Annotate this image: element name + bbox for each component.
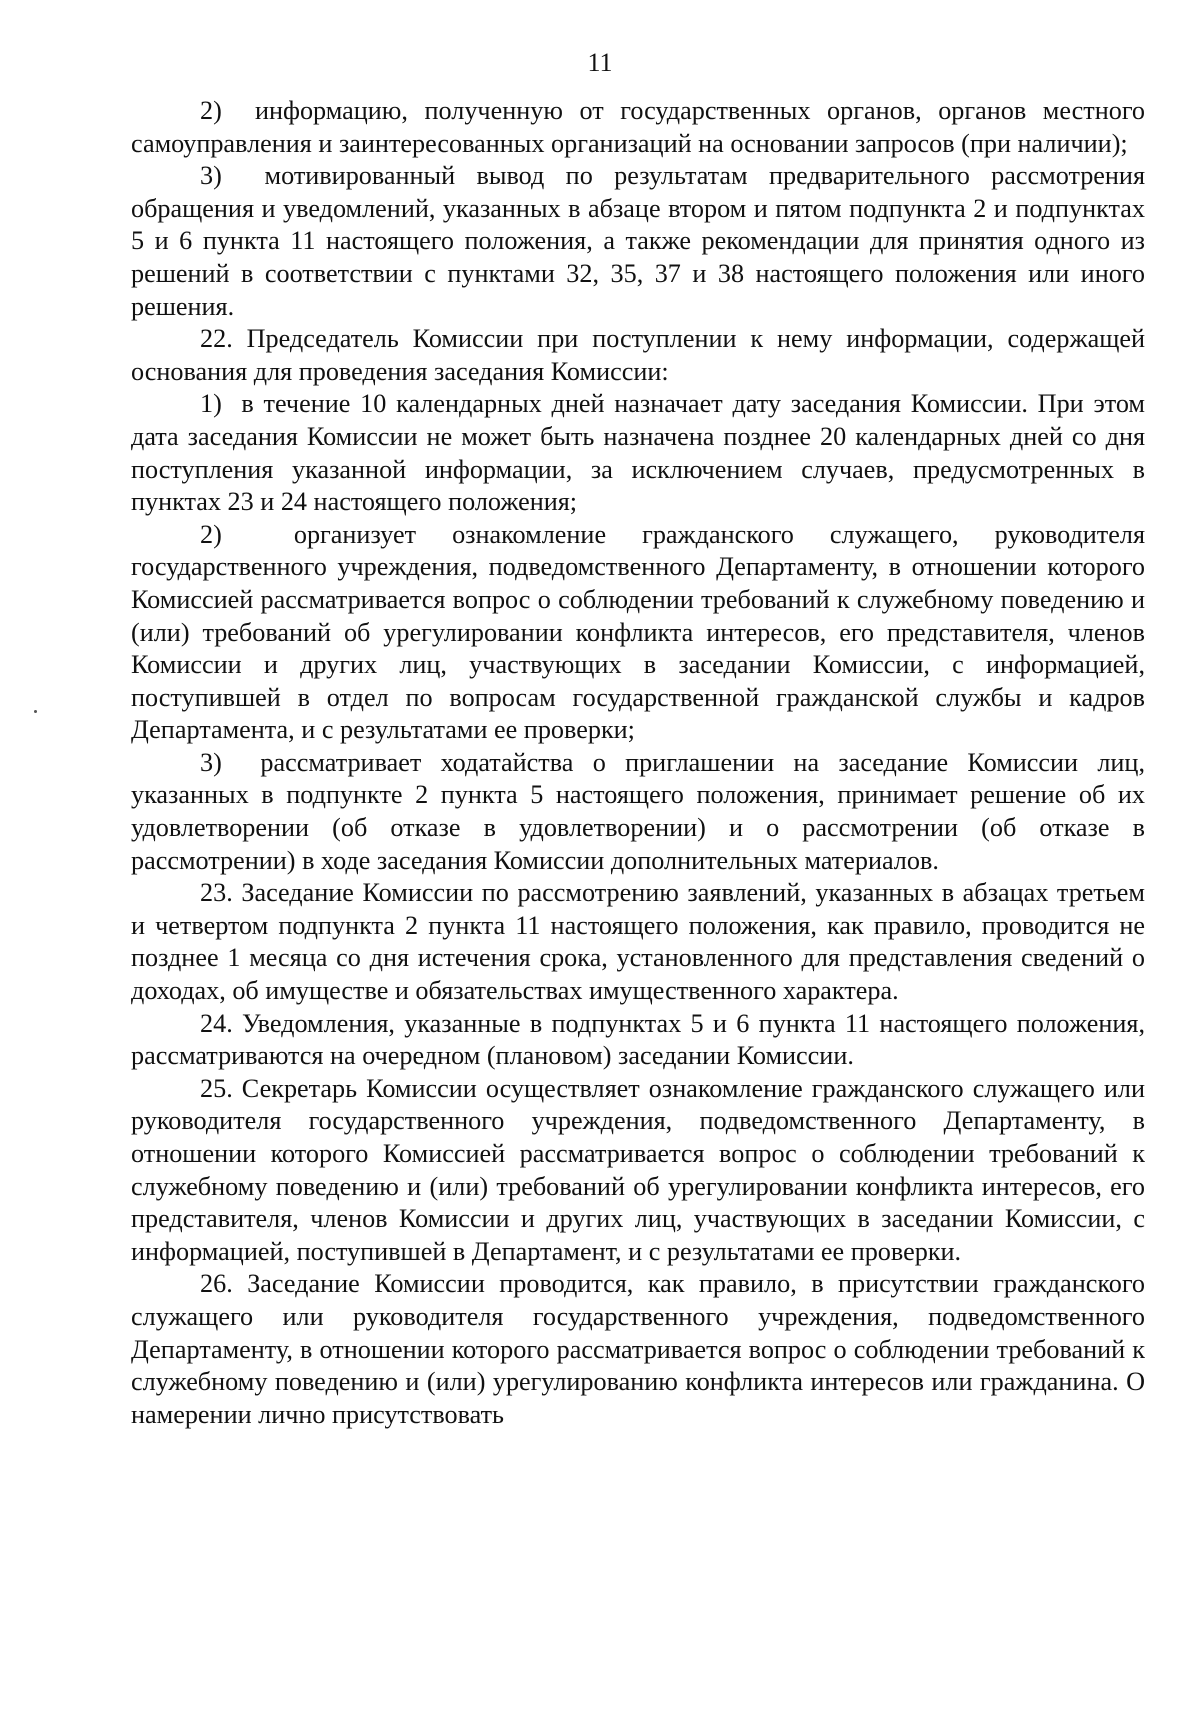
paragraph-subitem-2-information: 2) информацию, полученную от государственных органов, органов местного самоуправления и заинтересованных организаций на основании запросов (при наличии); xyxy=(131,96,1145,158)
paragraph-item-26: 26. Заседание Комиссии проводится, как правило, в присутствии гражданского служащего или руководителя государственного учреждения, подведомственного Департаменту, в отношении которого рассматривается вопрос о соблюдении требований к служебному поведению и (или) урегулированию конфликта интересов или гражданина. О намерении лично присутствовать xyxy=(131,1269,1145,1429)
paragraph-item-22-subitem-1: 1) в течение 10 календарных дней назначает дату заседания Комиссии. При этом дата заседания Комиссии не может быть назначена позднее 20 календарных дней со дня поступления указанной информации, за исключением случаев, предусмотренных в пунктах 23 и 24 настоящего положения; xyxy=(131,389,1145,517)
paragraph-item-22-subitem-2: 2) организует ознакомление гражданского служащего, руководителя государственного учреждения, подведомственного Департаменту, в отношении которого Комиссией рассматривается вопрос о соблюдении требований к служебному поведению и (или) требований об урегулировании конфликта интересов, его представителя, членов Комиссии и других лиц, участвующих в заседании Комиссии, с информацией, поступившей в отдел по вопросам государственной гражданской службы и кадров Департамента, и с результатами ее проверки; xyxy=(131,519,1145,745)
paragraph-item-23: 23. Заседание Комиссии по рассмотрению заявлений, указанных в абзацах третьем и четвертом подпункта 2 пункта 11 настоящего положения, как правило, проводится не позднее 1 месяца со дня истечения срока, установленного для представления сведений о доходах, об имуществе и обязательствах имущественного характера. xyxy=(131,878,1145,1006)
paragraph-item-25: 25. Секретарь Комиссии осуществляет ознакомление гражданского служащего или руководителя государственного учреждения, подведомственного Департаменту, в отношении которого Комиссией рассматривается вопрос о соблюдении требований к служебному поведению и (или) требований об урегулировании конфликта интересов, его представителя, членов Комиссии и других лиц, участвующих в заседании Комиссии, с информацией, поступившей в Департамент, и с результатами ее проверки. xyxy=(131,1073,1145,1266)
document-body xyxy=(131,95,1145,1431)
page-number: 11 xyxy=(587,48,613,77)
paragraph-item-22: 22. Председатель Комиссии при поступлении к нему информации, содержащей основания для проведения заседания Комиссии: xyxy=(131,324,1145,386)
paragraph-subitem-3-reasoned-conclusion: 3) мотивированный вывод по результатам предварительного рассмотрения обращения и уведомлений, указанных в абзаце втором и пятом подпункта 2 и подпунктах 5 и 6 пункта 11 настоящего положения, а также рекомендации для принятия одного из решений в соответствии с пунктами 32, 35, 37 и 38 настоящего положения или иного решения. xyxy=(131,161,1145,321)
paragraph-item-22-subitem-3: 3) рассматривает ходатайства о приглашении на заседание Комиссии лиц, указанных в подпункте 2 пункта 5 настоящего положения, принимает решение об их удовлетворении (об отказе в удовлетворении) и о рассмотрении (об отказе в рассмотрении) в ходе заседания Комиссии дополнительных материалов. xyxy=(131,747,1145,875)
scan-speck xyxy=(34,710,37,713)
paragraph-item-24: 24. Уведомления, указанные в подпунктах 5 и 6 пункта 11 настоящего положения, рассматриваются на очередном (плановом) заседании Комиссии. xyxy=(131,1008,1145,1071)
